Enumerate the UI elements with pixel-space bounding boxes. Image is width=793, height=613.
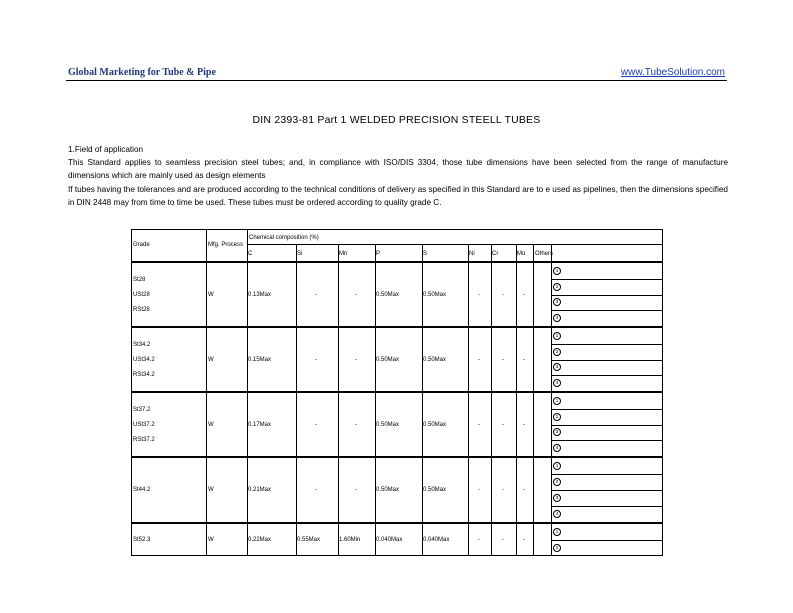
others-circled-number: 2	[553, 283, 561, 291]
header-website-link[interactable]: www.TubeSolution.com	[620, 67, 725, 78]
grade-name: USt37.2	[133, 422, 155, 428]
others-circled-number: 4	[553, 314, 561, 322]
grade-name: St44.2	[133, 487, 151, 493]
header-divider	[66, 80, 727, 81]
header-p: P	[376, 251, 381, 257]
others-circled-number: 3	[553, 428, 561, 436]
composition-si: -	[315, 487, 317, 493]
composition-p: 0.50Max	[376, 357, 400, 363]
composition-mn: -	[355, 292, 357, 298]
composition-mo: -	[523, 537, 525, 543]
others-subrule	[551, 440, 663, 441]
others-cell	[553, 379, 561, 387]
others-circled-number: 1	[553, 462, 561, 470]
table-border-top	[131, 229, 663, 230]
mfg-process-value: W	[208, 292, 214, 298]
composition-cr: -	[502, 537, 504, 543]
composition-p: 0.50Max	[376, 487, 400, 493]
composition-mo: -	[523, 487, 525, 493]
section-paragraph-2: If tubes having the tolerances and are produced according to the technical conditions of delivery as specified in this Standard are to e used as pipelines, then the dimensions specified in DIN 2448 may from time to time be used. These tubes must be ordered according to quality grade C.	[68, 184, 728, 207]
composition-si: 0.55Max	[297, 537, 321, 543]
composition-s: 0.50Max	[423, 487, 447, 493]
others-subrule	[551, 344, 663, 345]
composition-cr: -	[502, 487, 504, 493]
others-circled-number: 2	[553, 544, 561, 552]
column-rule	[468, 244, 469, 556]
others-circled-number: 4	[553, 444, 561, 452]
composition-s: 0.50Max	[423, 292, 447, 298]
composition-cr: -	[502, 422, 504, 428]
others-cell	[553, 428, 561, 436]
composition-mo: -	[523, 357, 525, 363]
others-cell	[553, 510, 561, 518]
grade-name: St28	[133, 277, 146, 283]
composition-si: -	[315, 422, 317, 428]
table-border-bottom	[131, 555, 663, 556]
composition-mn: -	[355, 357, 357, 363]
others-subrule	[551, 295, 663, 296]
mfg-process-value: W	[208, 487, 214, 493]
others-circled-number: 2	[553, 348, 561, 356]
column-rule	[516, 244, 517, 556]
others-cell	[553, 332, 561, 340]
others-cell	[553, 298, 561, 306]
composition-c: 0.15Max	[248, 357, 272, 363]
others-cell	[553, 444, 561, 452]
others-circled-number: 1	[553, 397, 561, 405]
header-grade: Grade	[133, 242, 150, 248]
others-subrule	[551, 540, 663, 541]
others-subrule	[551, 474, 663, 475]
column-rule	[533, 244, 534, 556]
others-subrule	[551, 375, 663, 376]
composition-cr: -	[502, 357, 504, 363]
others-circled-number: 1	[553, 267, 561, 275]
row-group-rule	[131, 456, 663, 458]
header-s: S	[423, 251, 428, 257]
composition-ni: -	[478, 292, 480, 298]
composition-p: 0.50Max	[376, 292, 400, 298]
section-field-of-application	[68, 143, 728, 209]
others-cell	[553, 478, 561, 486]
header-bottom-rule	[131, 261, 663, 263]
column-rule	[296, 244, 297, 556]
others-cell	[553, 314, 561, 322]
row-group-rule	[131, 522, 663, 524]
others-circled-number: 3	[553, 494, 561, 502]
others-circled-number: 4	[553, 510, 561, 518]
others-cell	[553, 462, 561, 470]
grade-name: St34.2	[133, 342, 151, 348]
composition-c: 0.22Max	[248, 537, 272, 543]
others-cell	[553, 528, 561, 536]
header-mo: Mo	[517, 251, 526, 257]
others-subrule	[551, 279, 663, 280]
composition-ni: -	[478, 422, 480, 428]
header-others: Others	[535, 251, 554, 257]
grade-name: St37.2	[133, 407, 151, 413]
others-circled-number: 2	[553, 413, 561, 421]
others-cell	[553, 397, 561, 405]
composition-p: 0.50Max	[376, 422, 400, 428]
others-cell	[553, 348, 561, 356]
mfg-process-value: W	[208, 537, 214, 543]
grade-name: St52.3	[133, 537, 151, 543]
others-circled-number: 4	[553, 379, 561, 387]
composition-si: -	[315, 292, 317, 298]
header-chemical-composition: Chemical composition (%)	[249, 235, 319, 241]
composition-s: 0.50Max	[423, 357, 447, 363]
header-ni: Ni	[469, 251, 475, 257]
composition-si: -	[315, 357, 317, 363]
others-cell	[553, 283, 561, 291]
chemical-composition-table	[131, 229, 663, 556]
composition-mo: -	[523, 292, 525, 298]
mfg-process-value: W	[208, 422, 214, 428]
header-cr: Cr	[492, 251, 499, 257]
composition-ni: -	[478, 357, 480, 363]
header-subrule	[247, 244, 663, 245]
row-group-rule	[131, 326, 663, 328]
others-cell	[553, 267, 561, 275]
composition-p: 0.040Max	[376, 537, 403, 543]
document-title: DIN 2393-81 Part 1 WELDED PRECISION STEELL TUBES	[252, 114, 541, 126]
composition-ni: -	[478, 487, 480, 493]
composition-ni: -	[478, 537, 480, 543]
others-subrule	[551, 310, 663, 311]
composition-c: 0.17Max	[248, 422, 272, 428]
mfg-process-value: W	[208, 357, 214, 363]
others-subrule	[551, 506, 663, 507]
section-heading: 1.Field of application	[68, 145, 144, 154]
others-subrule	[551, 490, 663, 491]
others-circled-number: 2	[553, 478, 561, 486]
others-cell	[553, 494, 561, 502]
others-circled-number: 3	[553, 298, 561, 306]
header-mn: Mn	[339, 251, 348, 257]
grade-name: RSt28	[133, 307, 150, 313]
composition-mn: -	[355, 487, 357, 493]
composition-s: 0.50Max	[423, 422, 447, 428]
others-subrule	[551, 425, 663, 426]
header-mfg-process: Mfg. Process	[208, 242, 244, 248]
grade-name: USt34.2	[133, 357, 155, 363]
composition-s: 0.040Max	[423, 537, 450, 543]
composition-mn: -	[355, 422, 357, 428]
composition-mn: 1.60Min	[339, 537, 361, 543]
section-paragraph-1: This Standard applies to seamless precision steel tubes; and, in compliance with ISO/DIS 3304, those tube dimensions have been selected from the range of manufacture dimensions which are mainly used as design elements	[68, 158, 728, 181]
column-rule	[338, 244, 339, 556]
others-circled-number: 1	[553, 332, 561, 340]
column-rule	[551, 244, 552, 556]
row-group-rule	[131, 391, 663, 393]
composition-c: 0.21Max	[248, 487, 272, 493]
header-company: Global Marketing for Tube & Pipe	[68, 67, 216, 78]
others-circled-number: 3	[553, 363, 561, 371]
others-subrule	[551, 409, 663, 410]
others-cell	[553, 544, 561, 552]
column-rule	[491, 244, 492, 556]
grade-name: RSt37.2	[133, 437, 155, 443]
grade-name: USt28	[133, 292, 150, 298]
others-cell	[553, 363, 561, 371]
others-circled-number: 1	[553, 528, 561, 536]
others-cell	[553, 413, 561, 421]
composition-c: 0.13Max	[248, 292, 272, 298]
composition-mo: -	[523, 422, 525, 428]
header-si: Si	[297, 251, 303, 257]
others-subrule	[551, 360, 663, 361]
grade-name: RSt34.2	[133, 372, 155, 378]
composition-cr: -	[502, 292, 504, 298]
header-c: C	[248, 251, 253, 257]
